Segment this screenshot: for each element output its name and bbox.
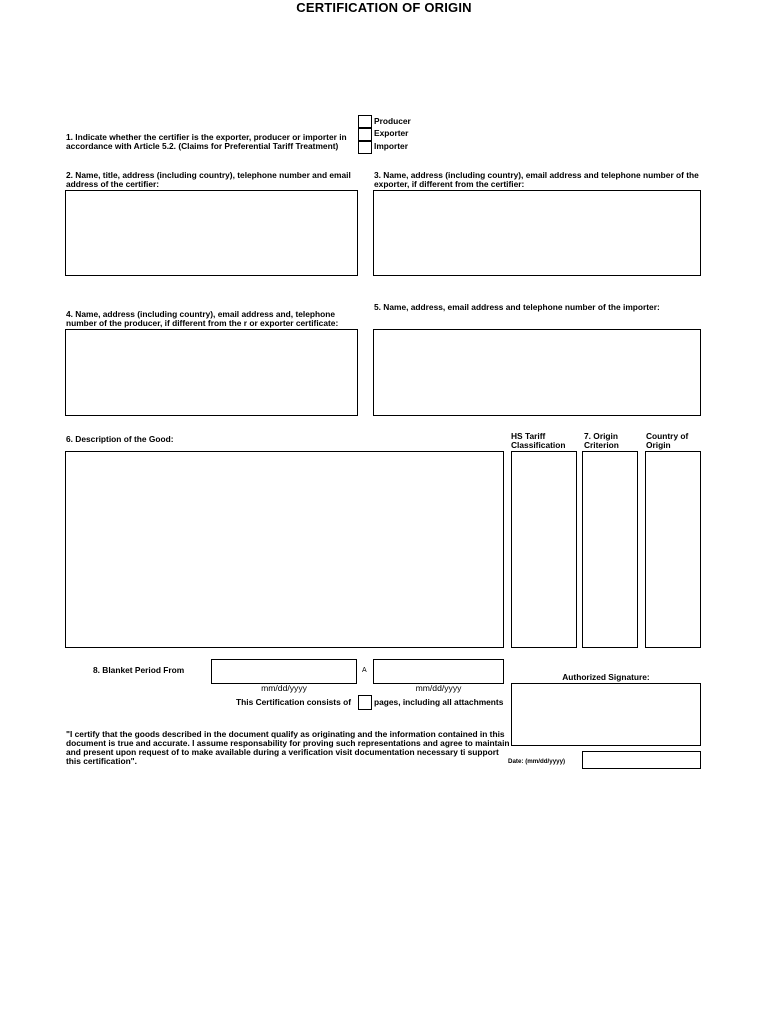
signature-date-label: Date: (mm/dd/yyyy): [508, 758, 566, 765]
goods-description-field[interactable]: [65, 451, 504, 648]
signature-date-field[interactable]: [582, 751, 701, 769]
certify-statement-line2: document is true and accurate. I assume responsability for proving such representations and agree to maintain: [66, 738, 510, 748]
period-separator: A: [362, 667, 367, 674]
certify-statement-line4: this certification".: [66, 756, 137, 766]
hs-tariff-label-line1: HS Tariff: [511, 431, 546, 441]
origin-criterion-field[interactable]: [582, 451, 638, 648]
page-count-field[interactable]: [358, 695, 372, 710]
producer-info-field[interactable]: [65, 329, 358, 416]
field3-label-line2: exporter, if different from the certifier:: [374, 179, 525, 189]
to-date-format: mm/dd/yyyy: [415, 683, 462, 693]
blanket-period-to-field[interactable]: [373, 659, 504, 684]
hs-tariff-label-line2: Classification: [511, 440, 566, 450]
field2-label-line1: 2. Name, title, address (including country), telephone number and email: [66, 170, 351, 180]
exporter-checkbox[interactable]: [358, 128, 372, 141]
field4-label-line2: number of the producer, if different from the r or exporter certificate:: [66, 318, 339, 328]
certifier-info-field[interactable]: [65, 190, 358, 276]
pages-attachments-label: pages, including all attachments: [374, 697, 504, 707]
from-date-format: mm/dd/yyyy: [261, 683, 307, 693]
consists-of-label: This Certification consists of: [236, 697, 351, 707]
field2-label-line2: address of the certifier:: [66, 179, 160, 189]
country-of-origin-label-line2: Origin: [646, 440, 671, 450]
producer-option-label: Producer: [374, 116, 411, 126]
importer-checkbox[interactable]: [358, 141, 372, 154]
hs-tariff-field[interactable]: [511, 451, 577, 648]
field5-label: 5. Name, address, email address and telephone number of the importer:: [374, 302, 660, 312]
field6-label: 6. Description of the Good:: [66, 434, 174, 444]
field1-label-line1: 1. Indicate whether the certifier is the exporter, producer or importer in: [66, 132, 347, 142]
exporter-info-field[interactable]: [373, 190, 701, 276]
field3-label-line1: 3. Name, address (including country), email address and telephone number of the: [374, 170, 699, 180]
country-of-origin-label-line1: Country of: [646, 431, 689, 441]
importer-info-field[interactable]: [373, 329, 701, 416]
blanket-period-from-field[interactable]: [211, 659, 357, 684]
field4-label-line1: 4. Name, address (including country), email address and, telephone: [66, 309, 335, 319]
origin-criterion-label-line1: 7. Origin: [584, 431, 618, 441]
field1-label-line2: accordance with Article 5.2. (Claims for Preferential Tariff Treatment): [66, 141, 339, 151]
importer-option-label: Importer: [374, 141, 408, 151]
authorized-signature-label: Authorized Signature:: [562, 672, 650, 682]
country-of-origin-field[interactable]: [645, 451, 701, 648]
certify-statement-line1: "I certify that the goods described in the document qualify as originating and the information contained in this: [66, 729, 505, 739]
origin-criterion-label-line2: Criterion: [584, 440, 619, 450]
authorized-signature-field[interactable]: [511, 683, 701, 746]
exporter-option-label: Exporter: [374, 128, 409, 138]
blanket-period-label: 8. Blanket Period From: [93, 665, 185, 675]
form-title: CERTIFICATION OF ORIGIN: [296, 0, 472, 15]
certify-statement-line3: and present upon request of to make available during a verification visit documentation necessary ti support: [66, 747, 499, 757]
producer-checkbox[interactable]: [358, 115, 372, 128]
